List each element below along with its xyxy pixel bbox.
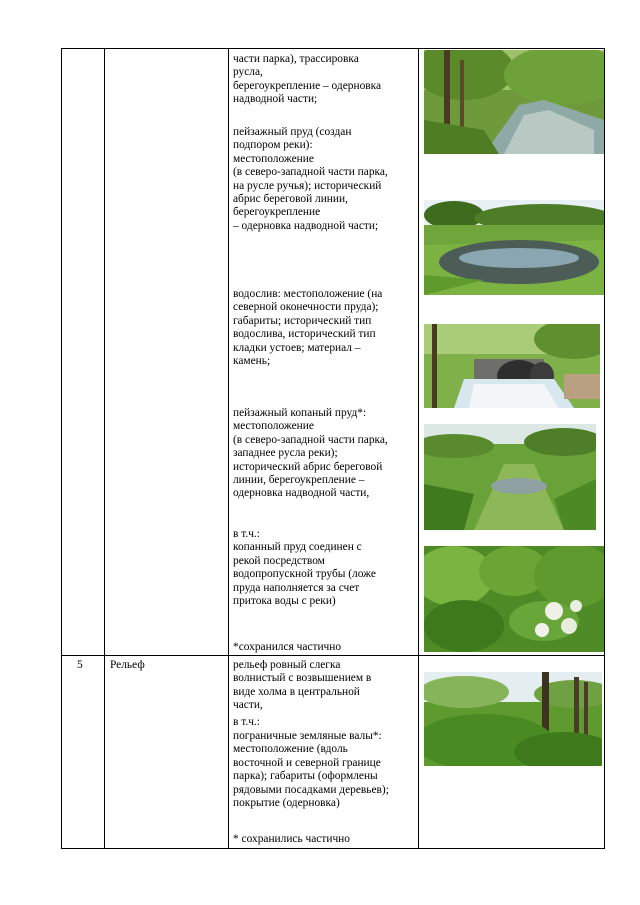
row-number: 5 [77, 659, 83, 671]
row-name: Рельеф [110, 659, 145, 671]
col-divider-3 [418, 48, 419, 849]
weir-text: водослив: местоположение (на северной оконечности пруда); габариты; исторический тип водослива, исторический тип кладки устоев; материал – камень; [233, 288, 383, 368]
dug-pond-text: пейзажный копаный пруд*: местоположение (в северо-западной части парка, западнее русла реки); исторический абрис береговой линии, берегоукрепление – одерновка надводной части, [233, 407, 388, 500]
table-border-top [61, 48, 605, 49]
pipe-connection-text: в т.ч.: копанный пруд соединен с рекой посредством водопропускной трубы (ложе пруда наполняется за счет притока воды с реки) [233, 528, 376, 608]
hogweed-photo [424, 546, 604, 652]
landscape-pond-text: пейзажный пруд (создан подпором реки): местоположение (в северо-западной части парка, на руслe ручья); исторический абрис береговой линии, берегоукрепление – одерновка надводной части; [233, 126, 388, 232]
partially-preserved-note-2: * сохранились частично [233, 833, 350, 845]
table-border-bottom [61, 848, 605, 849]
weir-photo [424, 324, 600, 408]
dug-pond-photo [424, 424, 596, 530]
table-border-right [604, 48, 605, 849]
relief-text: рельеф ровный слегка волнистый с возвышением в виде холма в центральной части, [233, 659, 372, 712]
table-border-left [61, 48, 62, 849]
partially-preserved-note: *сохранился частично [233, 641, 342, 653]
river-channel-text: части парка), трассировка русла, берегоукрепление – одерновка надводной части; [233, 53, 382, 106]
earth-ramparts-text: пограничные земляные валы*: местоположение (вдоль восточной и северной границе парка); габариты (оформлены рядовыми посадками деревьев); покрытие (одерновка) [233, 730, 389, 810]
relief-incl-text: в т.ч.: [233, 716, 260, 728]
row-divider [61, 655, 605, 656]
col-divider-2 [228, 48, 229, 849]
relief-meadow-photo [424, 672, 602, 766]
river-channel-photo [424, 50, 604, 154]
landscape-pond-photo [424, 200, 604, 295]
col-divider-1 [104, 48, 105, 849]
